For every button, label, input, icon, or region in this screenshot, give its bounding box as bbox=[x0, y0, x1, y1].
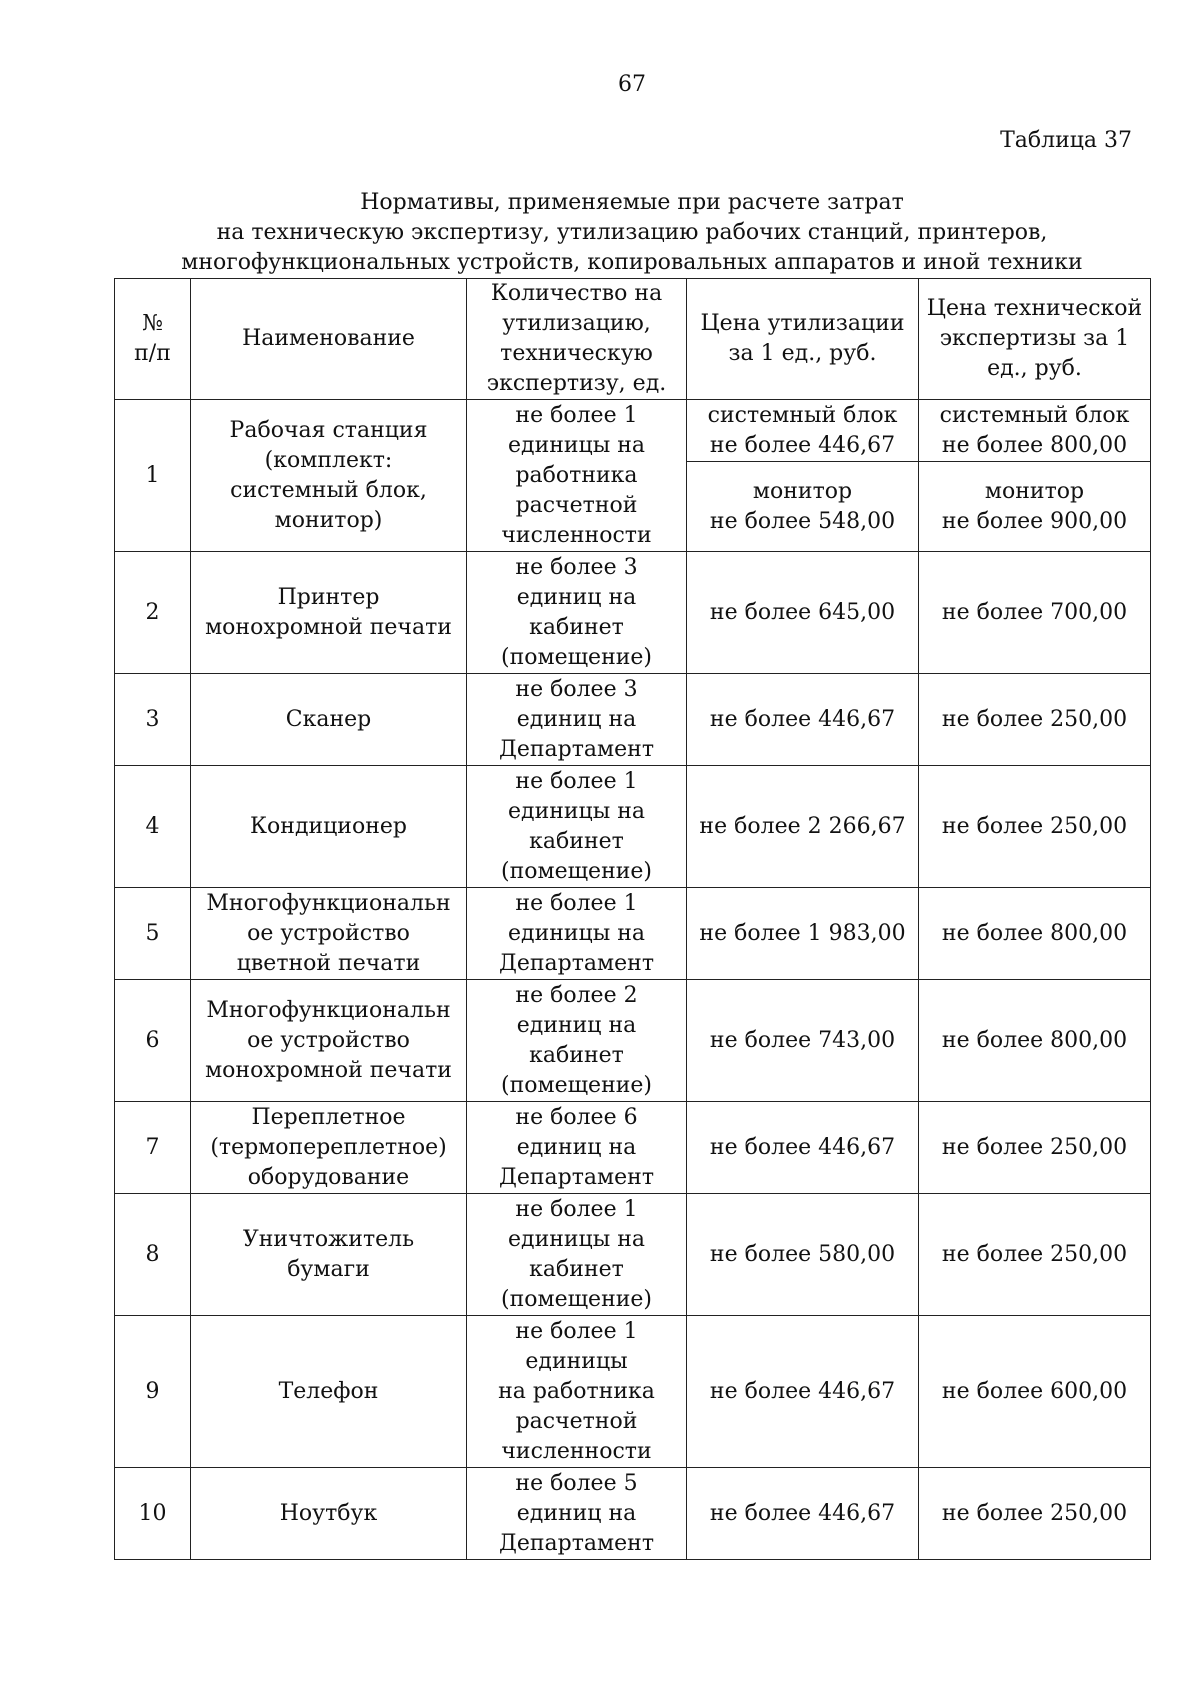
header-name: Наименование bbox=[191, 279, 467, 400]
row-num: 4 bbox=[115, 766, 191, 888]
row-expertise-price: не более 250,00 bbox=[919, 766, 1151, 888]
row-expertise-price: не более 250,00 bbox=[919, 1194, 1151, 1316]
row-expertise-price: не более 250,00 bbox=[919, 1102, 1151, 1194]
table-header-row bbox=[115, 279, 1151, 400]
page-number: 67 bbox=[618, 72, 646, 97]
table-row bbox=[115, 1468, 1151, 1560]
row-expertise-price: не более 600,00 bbox=[919, 1316, 1151, 1468]
table-row bbox=[115, 766, 1151, 888]
table-row bbox=[115, 674, 1151, 766]
row-disposal-price-monitor: монитор не более 548,00 bbox=[687, 462, 919, 552]
row-disposal-price-system-unit: системный блок не более 446,67 bbox=[687, 400, 919, 462]
row-num: 5 bbox=[115, 888, 191, 980]
table-row bbox=[115, 552, 1151, 674]
table-row bbox=[115, 888, 1151, 980]
row-name: Принтер монохромной печати bbox=[191, 552, 467, 674]
title-line-3: многофункциональных устройств, копировальных аппаратов и иной техники bbox=[181, 250, 1083, 275]
row-expertise-price: не более 700,00 bbox=[919, 552, 1151, 674]
row-disposal-price: не более 446,67 bbox=[687, 674, 919, 766]
table-row bbox=[115, 980, 1151, 1102]
row-disposal-price: не более 446,67 bbox=[687, 1316, 919, 1468]
row-name: Переплетное (термопереплетное) оборудование bbox=[191, 1102, 467, 1194]
row-expertise-price-monitor: монитор не более 900,00 bbox=[919, 462, 1151, 552]
row-num: 9 bbox=[115, 1316, 191, 1468]
row-disposal-price: не более 580,00 bbox=[687, 1194, 919, 1316]
row-disposal-price: не более 2 266,67 bbox=[687, 766, 919, 888]
row-quantity: не более 1 единицы на работника расчетной численности bbox=[467, 400, 687, 552]
row-expertise-price: не более 250,00 bbox=[919, 674, 1151, 766]
row-quantity: не более 5 единиц на Департамент bbox=[467, 1468, 687, 1560]
norms-table bbox=[114, 278, 1151, 1560]
table-label: Таблица 37 bbox=[1000, 128, 1132, 153]
row-disposal-price: не более 446,67 bbox=[687, 1468, 919, 1560]
row-quantity: не более 6 единиц на Департамент bbox=[467, 1102, 687, 1194]
row-name: Рабочая станция (комплект: системный блок, монитор) bbox=[191, 400, 467, 552]
row-quantity: не более 3 единиц на Департамент bbox=[467, 674, 687, 766]
row-name: Ноутбук bbox=[191, 1468, 467, 1560]
row-num: 2 bbox=[115, 552, 191, 674]
row-name: Кондиционер bbox=[191, 766, 467, 888]
row-name: Уничтожитель бумаги bbox=[191, 1194, 467, 1316]
table-row bbox=[115, 1316, 1151, 1468]
row-name: Многофункциональн ое устройство цветной печати bbox=[191, 888, 467, 980]
row-num: 8 bbox=[115, 1194, 191, 1316]
row-disposal-price: не более 743,00 bbox=[687, 980, 919, 1102]
header-disposal-price: Цена утилизации за 1 ед., руб. bbox=[687, 279, 919, 400]
row-quantity: не более 1 единицы на работника расчетной численности bbox=[467, 1316, 687, 1468]
row-num: 10 bbox=[115, 1468, 191, 1560]
row-num: 7 bbox=[115, 1102, 191, 1194]
row-name: Телефон bbox=[191, 1316, 467, 1468]
row-num: 1 bbox=[115, 400, 191, 552]
table-row bbox=[115, 1102, 1151, 1194]
row-expertise-price-system-unit: системный блок не более 800,00 bbox=[919, 400, 1151, 462]
header-expertise-price: Цена технической экспертизы за 1 ед., руб. bbox=[919, 279, 1151, 400]
title-line-1: Нормативы, применяемые при расчете затрат bbox=[360, 190, 904, 215]
row-name: Многофункциональн ое устройство монохромной печати bbox=[191, 980, 467, 1102]
row-quantity: не более 2 единиц на кабинет (помещение) bbox=[467, 980, 687, 1102]
row-quantity: не более 1 единицы на Департамент bbox=[467, 888, 687, 980]
title-line-2: на техническую экспертизу, утилизацию рабочих станций, принтеров, bbox=[216, 220, 1048, 245]
row-quantity: не более 1 единицы на кабинет (помещение) bbox=[467, 766, 687, 888]
table-row bbox=[115, 400, 1151, 462]
row-disposal-price: не более 446,67 bbox=[687, 1102, 919, 1194]
document-title bbox=[100, 188, 1164, 278]
row-expertise-price: не более 250,00 bbox=[919, 1468, 1151, 1560]
header-quantity: Количество на утилизацию, техническую экспертизу, ед. bbox=[467, 279, 687, 400]
row-quantity: не более 1 единицы на кабинет (помещение) bbox=[467, 1194, 687, 1316]
row-expertise-price: не более 800,00 bbox=[919, 888, 1151, 980]
header-num: № п/п bbox=[115, 279, 191, 400]
row-num: 6 bbox=[115, 980, 191, 1102]
row-disposal-price: не более 645,00 bbox=[687, 552, 919, 674]
table-row bbox=[115, 1194, 1151, 1316]
row-disposal-price: не более 1 983,00 bbox=[687, 888, 919, 980]
row-quantity: не более 3 единиц на кабинет (помещение) bbox=[467, 552, 687, 674]
row-name: Сканер bbox=[191, 674, 467, 766]
row-num: 3 bbox=[115, 674, 191, 766]
row-expertise-price: не более 800,00 bbox=[919, 980, 1151, 1102]
